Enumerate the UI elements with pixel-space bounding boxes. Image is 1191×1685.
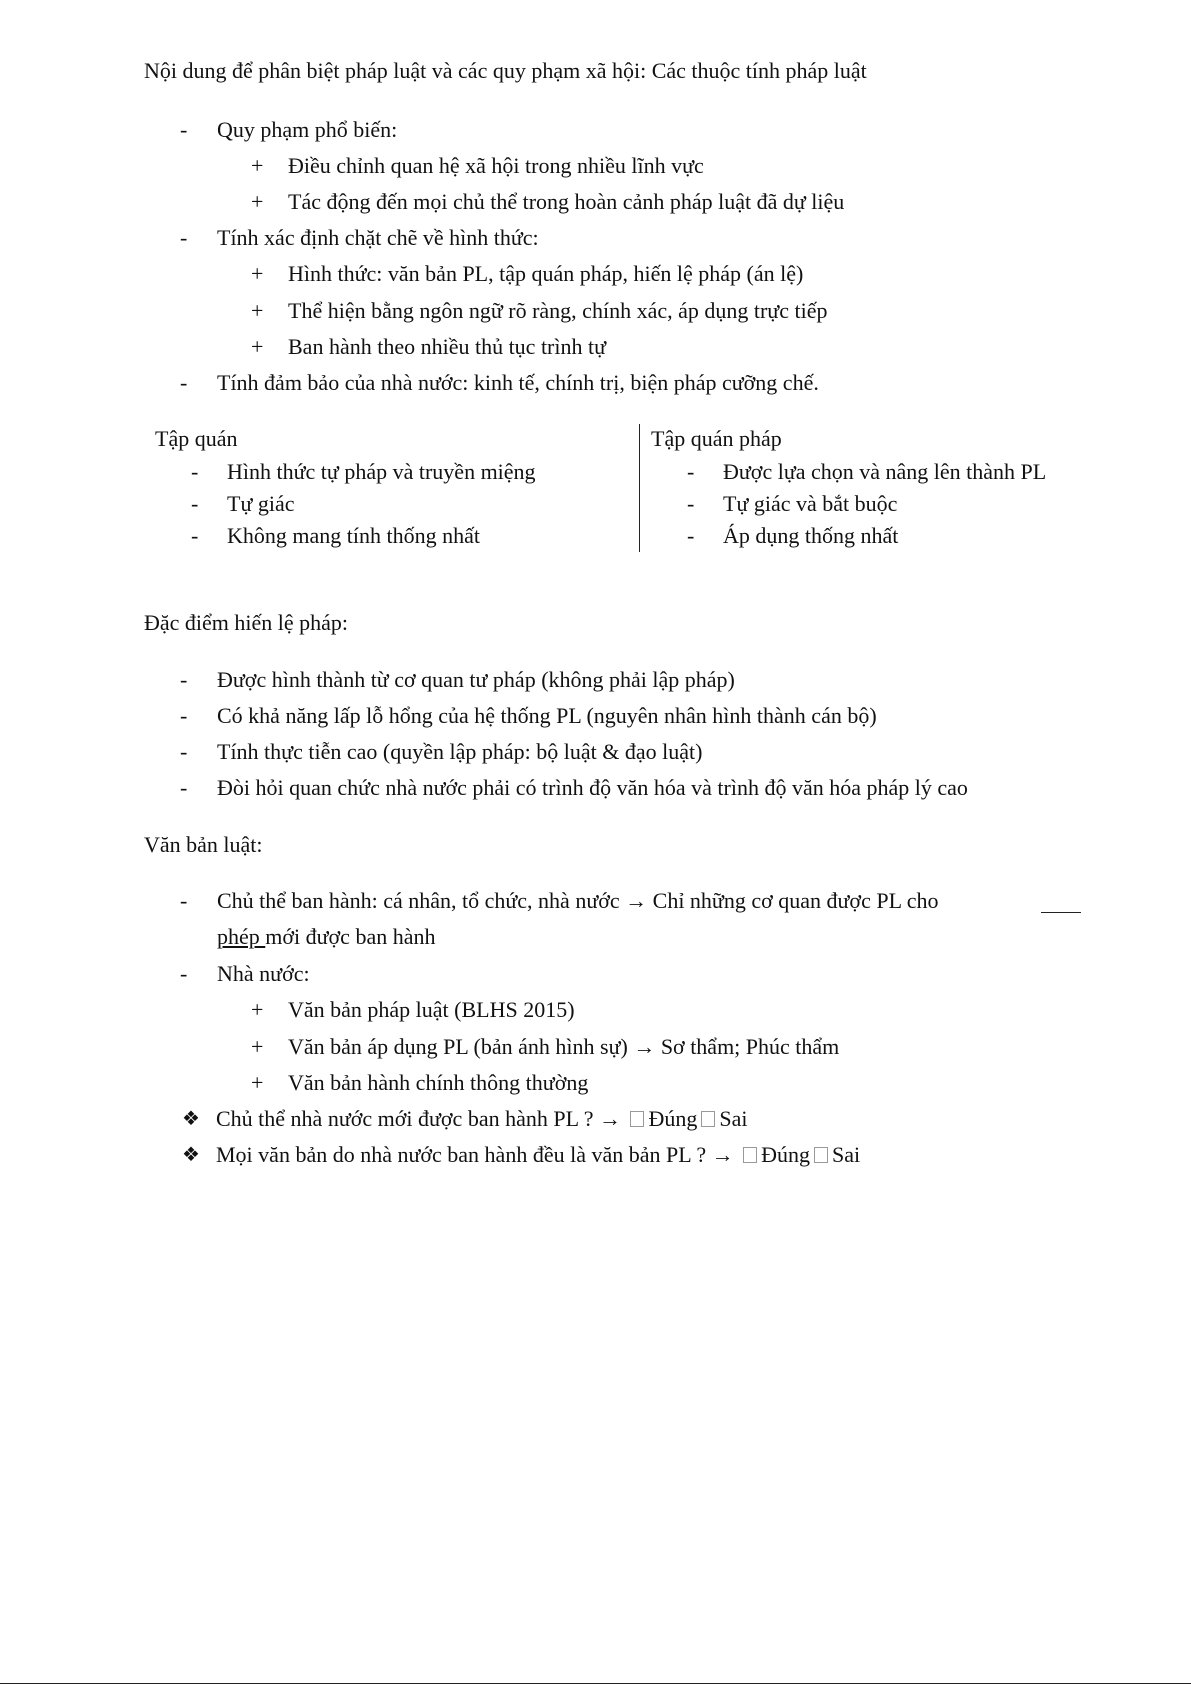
plus-bullet: +	[251, 261, 264, 286]
dash-bullet: -	[191, 491, 199, 516]
plus-bullet: +	[251, 153, 264, 178]
diamond-bullet: ❖	[182, 1108, 200, 1130]
dash-bullet: -	[191, 459, 199, 484]
plus-bullet: +	[251, 1070, 264, 1095]
checkbox-true[interactable]	[630, 1111, 644, 1127]
question-text: Mọi văn bản do nhà nước ban hành đều là văn bản PL ? →	[216, 1142, 740, 1167]
compare-right-title: Tập quán pháp	[651, 426, 782, 451]
sub-list-item: Thể hiện bằng ngôn ngữ rõ ràng, chính xác, áp dụng trực tiếp	[288, 298, 828, 323]
plus-bullet: +	[251, 298, 264, 323]
underlined-word: phép	[217, 924, 266, 949]
plus-bullet: +	[251, 997, 264, 1022]
list-item: Được hình thành từ cơ quan tư pháp (không phải lập pháp)	[217, 667, 735, 692]
heading-legal-documents: Văn bản luật:	[144, 832, 263, 857]
dash-bullet: -	[180, 775, 188, 800]
page-bottom-rule	[0, 1683, 1191, 1684]
dash-bullet: -	[180, 225, 188, 250]
dash-bullet: -	[180, 667, 188, 692]
sub-list-item: Văn bản áp dụng PL (bản ánh hình sự) → Sơ thẩm; Phúc thẩm	[288, 1034, 840, 1059]
plus-bullet: +	[251, 1034, 264, 1059]
sub-list-item: Văn bản hành chính thông thường	[288, 1070, 589, 1095]
list-item: Quy phạm phổ biến:	[217, 117, 398, 142]
dash-bullet: -	[180, 370, 188, 395]
list-item: Có khả năng lấp lỗ hổng của hệ thống PL (nguyên nhân hình thành cán bộ)	[217, 703, 877, 728]
sub-list-item: Văn bản pháp luật (BLHS 2015)	[288, 997, 575, 1022]
heading-case-law: Đặc điểm hiến lệ pháp:	[144, 610, 349, 635]
option-false-label: Sai	[832, 1142, 861, 1167]
plus-bullet: +	[251, 334, 264, 359]
dash-bullet: -	[687, 523, 695, 548]
dash-bullet: -	[191, 523, 199, 548]
dash-bullet: -	[180, 703, 188, 728]
underline-blank	[1041, 912, 1081, 913]
plus-bullet: +	[251, 189, 264, 214]
compare-left-item: Không mang tính thống nhất	[227, 523, 480, 548]
question-text: Chủ thể nhà nước mới được ban hành PL ? →	[216, 1106, 627, 1131]
dash-bullet: -	[687, 491, 695, 516]
question-line	[216, 1106, 748, 1132]
checkbox-false[interactable]	[814, 1147, 828, 1163]
option-true-label: Đúng	[648, 1106, 698, 1131]
sub-list-item: Ban hành theo nhiều thủ tục trình tự	[288, 334, 607, 359]
list-item-continuation	[217, 924, 435, 950]
compare-right-item: Áp dụng thống nhất	[723, 523, 899, 548]
list-item: Tính xác định chặt chẽ về hình thức:	[217, 225, 539, 250]
list-item: Tính thực tiễn cao (quyền lập pháp: bộ luật & đạo luật)	[217, 739, 703, 764]
compare-left-item: Tự giác	[227, 491, 295, 516]
dash-bullet: -	[180, 739, 188, 764]
checkbox-true[interactable]	[743, 1147, 757, 1163]
option-false-label: Sai	[719, 1106, 748, 1131]
diamond-bullet: ❖	[182, 1144, 200, 1166]
list-item: Đòi hỏi quan chức nhà nước phải có trình độ văn hóa và trình độ văn hóa pháp lý cao	[217, 775, 968, 800]
dash-bullet: -	[180, 888, 188, 913]
checkbox-false[interactable]	[701, 1111, 715, 1127]
sub-list-item: Tác động đến mọi chủ thể trong hoàn cảnh pháp luật đã dự liệu	[288, 189, 845, 214]
question-line	[216, 1142, 860, 1168]
dash-bullet: -	[180, 961, 188, 986]
compare-left-title: Tập quán	[155, 426, 238, 451]
heading-legal-attributes: Nội dung để phân biệt pháp luật và các quy phạm xã hội: Các thuộc tính pháp luật	[144, 58, 867, 83]
column-divider	[639, 424, 640, 552]
list-item: Nhà nước:	[217, 961, 310, 986]
compare-right-item: Tự giác và bắt buộc	[723, 491, 898, 516]
list-item: Tính đảm bảo của nhà nước: kinh tế, chính trị, biện pháp cưỡng chế.	[217, 370, 819, 395]
sub-list-item: Điều chỉnh quan hệ xã hội trong nhiều lĩnh vực	[288, 153, 704, 178]
compare-right-item: Được lựa chọn và nâng lên thành PL	[723, 459, 1047, 484]
dash-bullet: -	[687, 459, 695, 484]
compare-left-item: Hình thức tự pháp và truyền miệng	[227, 459, 536, 484]
dash-bullet: -	[180, 117, 188, 142]
continuation-text: mới được ban hành	[265, 924, 436, 949]
option-true-label: Đúng	[761, 1142, 811, 1167]
list-item: Chủ thể ban hành: cá nhân, tổ chức, nhà nước → Chỉ những cơ quan được PL cho	[217, 888, 939, 913]
sub-list-item: Hình thức: văn bản PL, tập quán pháp, hiến lệ pháp (án lệ)	[288, 261, 804, 286]
